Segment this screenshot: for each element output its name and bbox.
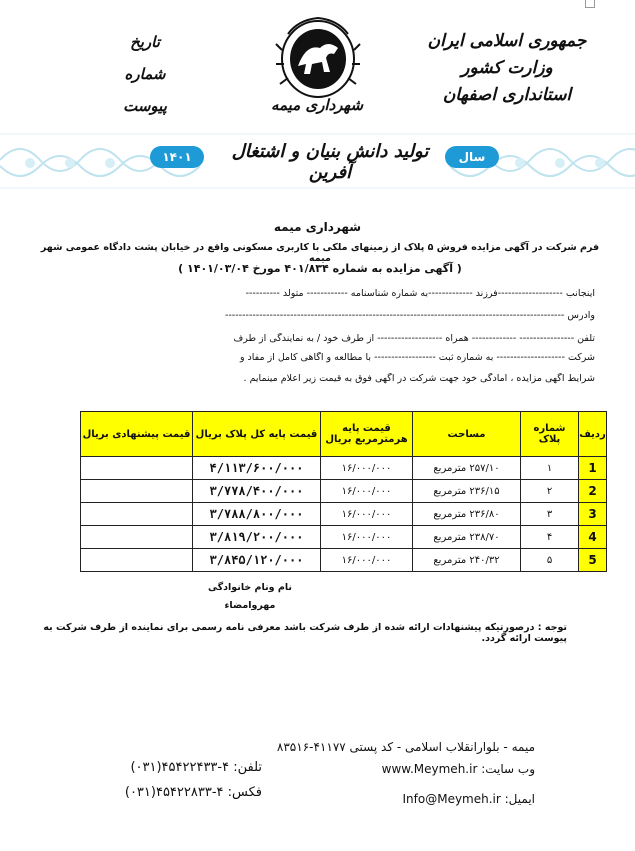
offer-cell[interactable]: [81, 549, 193, 572]
note-text: توجه : درصورتیکه پیشنهادات ارائه شده از طرف شرکت باشد معرفی نامه رسمی برای نماینده از طرف شرکت به پیوست ارائه گردد.: [43, 622, 567, 644]
base-per-m-value: ۱۶/۰۰۰/۰۰۰: [321, 480, 413, 503]
plate-number: ۳: [521, 503, 579, 526]
col-header-offer: قیمت پیشنهادی بریال: [81, 412, 193, 457]
base-total-value: ۳/۸۱۹/۲۰۰/۰۰۰: [193, 526, 321, 549]
year-value-badge: ۱۴۰۱: [150, 146, 204, 168]
area-value: ۲۴۰/۳۲ مترمربع: [413, 549, 521, 572]
row-number: 1: [579, 457, 607, 480]
row-number: 3: [579, 503, 607, 526]
row-number: 5: [579, 549, 607, 572]
offer-cell[interactable]: [81, 457, 193, 480]
form-line-phone: تلفن ---------------- ------------- همراه ------------------- از طرف خود / به نمایندگی از طرف: [233, 333, 595, 344]
base-total-value: ۳/۷۸۸/۸۰۰/۰۰۰: [193, 503, 321, 526]
letterhead-right: [407, 28, 607, 109]
footer-phone: تلفن: ۴-۴۵۴۲۲۴۳۳(۰۳۱): [130, 760, 262, 775]
letterhead-left: [100, 26, 190, 122]
province-label: استانداری اصفهان: [442, 85, 572, 105]
offer-cell[interactable]: [81, 503, 193, 526]
row-number: 2: [579, 480, 607, 503]
area-value: ۲۳۸/۷۰ مترمربع: [413, 526, 521, 549]
offer-cell[interactable]: [81, 480, 193, 503]
footer-website[interactable]: وب سایت: www.Meymeh.ir: [381, 762, 535, 776]
col-header-base-per-m: قیمت پایه هرمترمربع بریال: [321, 412, 413, 457]
ministry-label: وزارت کشور: [461, 58, 553, 78]
col-header-plate: شماره پلاک: [521, 412, 579, 457]
ad-number: ( آگهی مزایده به شماره ۴۰۱/۸۳۴ مورخ ۱۴۰۱/۰۳/۰۴ ): [178, 262, 462, 275]
form-line-name: اینجانب -------------------فرزند -------------به شماره شناسنامه ------------ متولد ----------: [245, 288, 595, 299]
form-line-address: وآدرس ---------------------------------------------------------------------------------------------------: [224, 310, 595, 321]
form-line-declaration: شرایط آگهی مزایده ، آمادگی خود جهت شرکت در آگهی فوق به قیمت زیر اعلام مینمایم .: [243, 373, 595, 384]
base-per-m-value: ۱۶/۰۰۰/۰۰۰: [321, 457, 413, 480]
form-title: شهرداری میمه: [273, 220, 362, 234]
col-header-base-total: قیمت پایه کل پلاک بریال: [193, 412, 321, 457]
base-total-value: ۳/۸۴۵/۱۲۰/۰۰۰: [193, 549, 321, 572]
date-label: تاریخ: [130, 33, 160, 51]
row-number: 4: [579, 526, 607, 549]
year-label-badge: سال: [445, 146, 499, 168]
signature-name-label: نام ونام خانوادگی: [208, 582, 292, 593]
emblem-caption: شهرداری میمه: [270, 96, 364, 114]
base-per-m-value: ۱۶/۰۰۰/۰۰۰: [321, 503, 413, 526]
plate-number: ۵: [521, 549, 579, 572]
footer-fax: فکس: ۴-۴۵۴۲۲۸۳۳(۰۳۱): [124, 785, 262, 800]
republic-label: جمهوری اسلامی ایران: [427, 31, 587, 51]
footer-address: میمه - بلوارانقلاب اسلامی - کد پستی ۴۱۱۷۷-۸۳۵۱۶: [276, 740, 535, 754]
offer-cell[interactable]: [81, 526, 193, 549]
attachment-label: پیوست: [123, 97, 167, 115]
table-row: [81, 503, 607, 526]
table-row: [81, 526, 607, 549]
form-subtitle: فرم شرکت در آگهی مزایده فروش ۵ پلاک از زمینهای ملکی با کاربری مسکونی واقع در خیابان پشت دادگاه عمومی شهر میمه: [40, 242, 600, 264]
base-per-m-value: ۱۶/۰۰۰/۰۰۰: [321, 549, 413, 572]
footer-email[interactable]: ایمیل: Info@Meymeh.ir: [402, 792, 535, 806]
bid-table: [80, 411, 607, 572]
base-total-value: ۳/۷۷۸/۴۰۰/۰۰۰: [193, 480, 321, 503]
col-header-row: ردیف: [579, 412, 607, 457]
plate-number: ۴: [521, 526, 579, 549]
form-line-company: شرکت -------------------- به شماره ثبت ------------------ با مطالعه و آگاهی کامل از مفاد و: [239, 352, 595, 363]
area-value: ۲۳۶/۱۵ مترمربع: [413, 480, 521, 503]
table-row: [81, 549, 607, 572]
table-row: [81, 457, 607, 480]
col-header-area: مساحت: [413, 412, 521, 457]
number-label: شماره: [124, 65, 166, 83]
area-value: ۲۳۶/۸۰ مترمربع: [413, 503, 521, 526]
table-row: [81, 480, 607, 503]
plate-number: ۱: [521, 457, 579, 480]
banner-slogan: تولید دانش بنیان و اشتغال آفرین: [231, 141, 429, 183]
signature-seal-label: مهروامضاء: [224, 600, 276, 611]
base-per-m-value: ۱۶/۰۰۰/۰۰۰: [321, 526, 413, 549]
base-total-value: ۴/۱۱۳/۶۰۰/۰۰۰: [193, 457, 321, 480]
area-value: ۲۵۷/۱۰ مترمربع: [413, 457, 521, 480]
page-corner-mark: [585, 0, 595, 8]
plate-number: ۲: [521, 480, 579, 503]
table-header-row: [81, 412, 607, 457]
